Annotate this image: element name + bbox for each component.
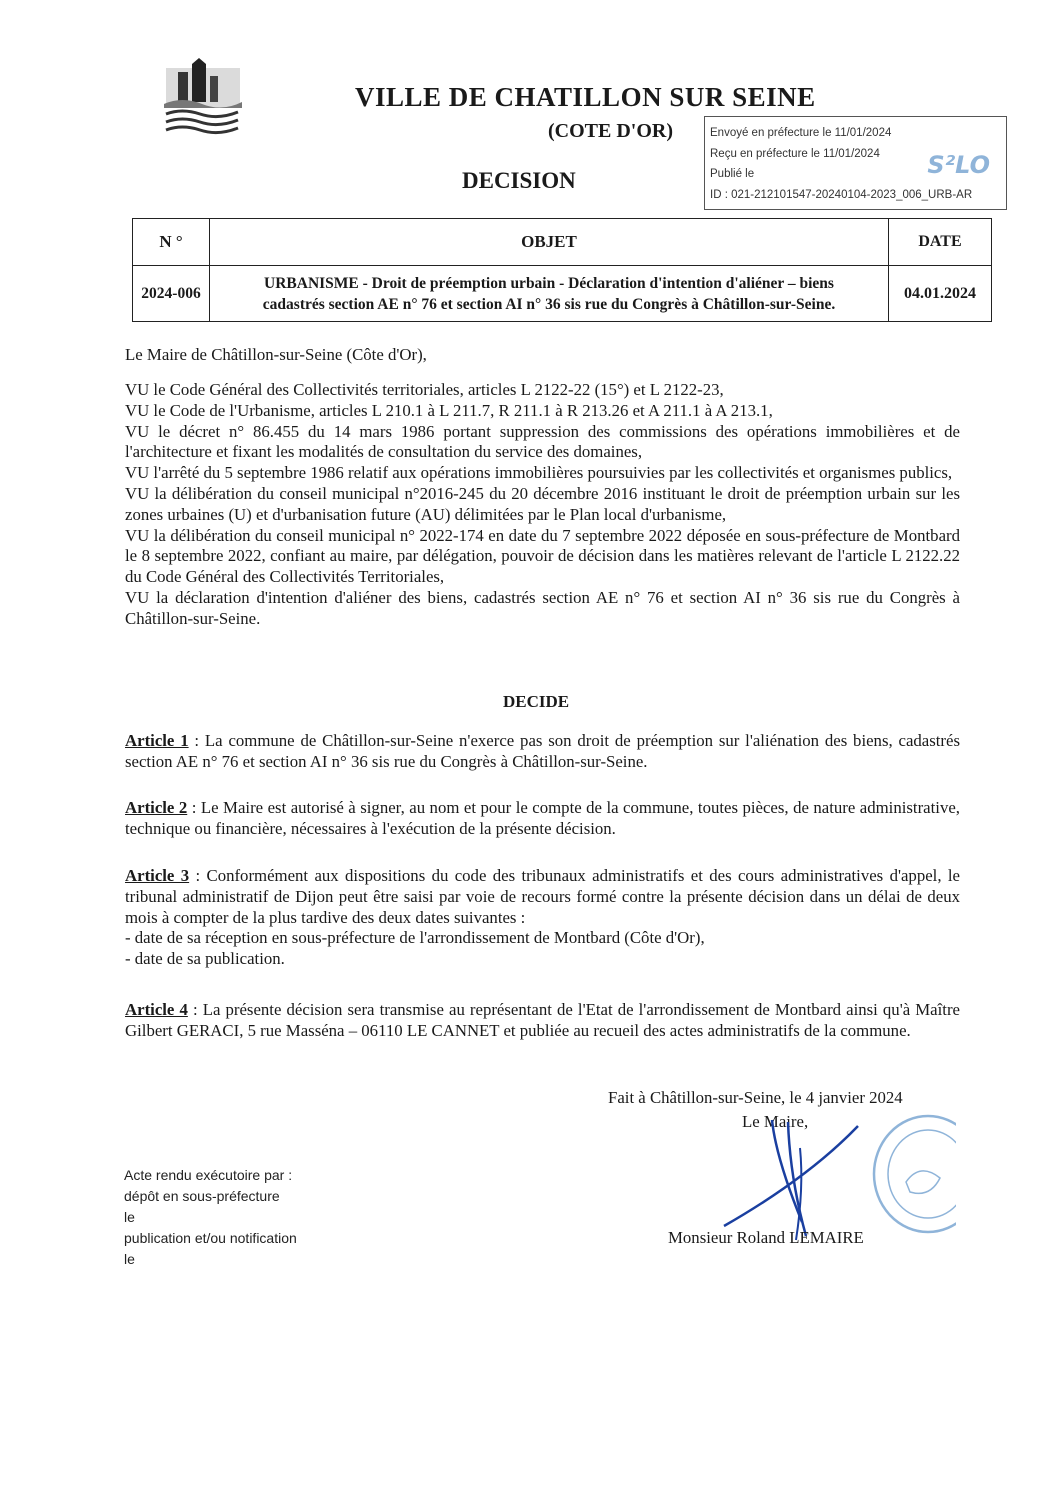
article-3: [125, 866, 960, 970]
article-3-text: : Conformément aux dispositions du code des tribunaux administratifs et des cours administratives d'appel, le tribunal administratif de Dijon peut être saisi par voie de recours formé contre la présente décision dans un délai de deux mois à compter de la plus tardive des deux dates suivantes :: [125, 866, 960, 927]
article-2-label: Article 2: [125, 798, 188, 817]
article-1-label: Article 1: [125, 731, 189, 750]
visa-1: VU le Code Général des Collectivités territoriales, articles L 2122-22 (15°) et L 2122-23,: [125, 380, 724, 399]
column-header-date: DATE: [889, 219, 992, 266]
intro-paragraph: [125, 345, 960, 366]
decide-heading: DECIDE: [503, 692, 570, 711]
visa-5: VU la délibération du conseil municipal n°2016-245 du 20 décembre 2016 instituant le droit de préemption urbain sur les zones urbaines (U) et d'urbanisation future (AU) délimitées par le Plan local d'urbanisme,: [125, 483, 960, 524]
article-3-item-2: - date de sa publication.: [125, 949, 285, 969]
decision-subject: [210, 266, 889, 322]
document-type-title: DECISION: [462, 168, 576, 193]
article-4: [125, 1000, 960, 1042]
enforceability-line-2: dépôt en sous-préfecture: [124, 1188, 280, 1204]
enforceability-block: [124, 1165, 297, 1270]
signatory-name: Monsieur Roland LEMAIRE: [668, 1228, 864, 1247]
stamp-published-line: Publié le: [710, 168, 755, 180]
visa-7: VU la déclaration d'intention d'aliéner des biens, cadastrés section AE n° 76 et section AI n° 36 sis rue du Congrès à Châtillon-sur-Seine.: [125, 587, 960, 628]
article-1: [125, 731, 960, 773]
article-3-label: Article 3: [125, 866, 190, 885]
stamp-id-line: ID : 021-212101547-20240104-2023_006_URB-AR: [710, 188, 973, 201]
stamp-sent-line: Envoyé en préfecture le 11/01/2024: [710, 127, 892, 139]
department-subtitle: (COTE D'OR): [548, 120, 673, 142]
decision-header-table: [132, 218, 992, 322]
visa-6: VU la délibération du conseil municipal n° 2022-174 en date du 7 septembre 2022 déposée en sous-préfecture de Montbard le 8 septembre 2022, confiant au maire, par délégation, pouvoir de décision dans les matières relevant de l'article L 2122.22 du Code Général des Collectivités Territoriales,: [125, 525, 960, 587]
s2lo-logo: S²LO: [927, 151, 990, 179]
prefecture-stamp: [704, 116, 1007, 210]
decision-number: 2024-006: [133, 266, 210, 322]
subject-line-2: cadastrés section AE n° 76 et section AI n° 36 sis rue du Congrès à Châtillon-sur-Seine.: [262, 295, 836, 313]
mayor-signature: [718, 1118, 868, 1246]
signature-place-date: Fait à Châtillon-sur-Seine, le 4 janvier 2024: [608, 1088, 903, 1107]
enforceability-line-5: le: [124, 1251, 135, 1267]
visa-2: VU le Code de l'Urbanisme, articles L 210.1 à L 211.7, R 211.1 à R 213.26 et A 211.1 à A 213.1,: [125, 400, 773, 420]
column-header-num: N °: [133, 219, 210, 266]
enforceability-line-1: Acte rendu exécutoire par :: [124, 1167, 293, 1183]
enforceability-line-3: le: [124, 1209, 135, 1225]
official-seal: [870, 1112, 956, 1244]
visas-block: [125, 380, 960, 630]
article-2-text: : Le Maire est autorisé à signer, au nom et pour le compte de la commune, toutes pièces, de nature administrative, technique ou financière, nécessaires à l'exécution de la présente décision.: [125, 798, 960, 838]
town-logo: [162, 58, 244, 136]
article-4-label: Article 4: [125, 1000, 188, 1019]
article-3-item-1: - date de sa réception en sous-préfecture de l'arrondissement de Montbard (Côte d'Or),: [125, 928, 705, 948]
visa-3: VU le décret n° 86.455 du 14 mars 1986 portant suppression des commissions des opérations immobilières et de l'architecture et fixant les modalités de consultation du service des domaines,: [125, 421, 960, 462]
subject-line-1: URBANISME - Droit de préemption urbain - Déclaration d'intention d'aliéner – biens: [264, 274, 834, 292]
article-4-text: : La présente décision sera transmise au représentant de l'Etat de l'arrondissement de Montbard ainsi qu'à Maître Gilbert GERACI, 5 rue Masséna – 06110 LE CANNET et publiée au recueil des actes administratifs de la commune.: [125, 1000, 960, 1040]
article-1-text: : La commune de Châtillon-sur-Seine n'exerce pas son droit de préemption sur l'aliénation des biens, cadastrés section AE n° 76 et section AI n° 36 sis rue du Congrès à Châtillon-sur-Seine.: [125, 731, 960, 771]
table-row: [133, 266, 992, 322]
visa-4: VU l'arrêté du 5 septembre 1986 relatif aux opérations immobilières poursuivies par les collectivités et organismes publics,: [125, 463, 953, 483]
decision-date: 04.01.2024: [889, 266, 992, 322]
stamp-received-line: Reçu en préfecture le 11/01/2024: [710, 147, 880, 160]
enforceability-line-4: publication et/ou notification: [124, 1230, 297, 1246]
table-header-row: [133, 219, 992, 266]
article-2: [125, 798, 960, 840]
column-header-objet: OBJET: [210, 219, 889, 266]
intro-text: Le Maire de Châtillon-sur-Seine (Côte d'Or),: [125, 345, 427, 364]
signature-role: Le Maire,: [742, 1112, 809, 1131]
town-title: VILLE DE CHATILLON SUR SEINE: [355, 82, 816, 112]
